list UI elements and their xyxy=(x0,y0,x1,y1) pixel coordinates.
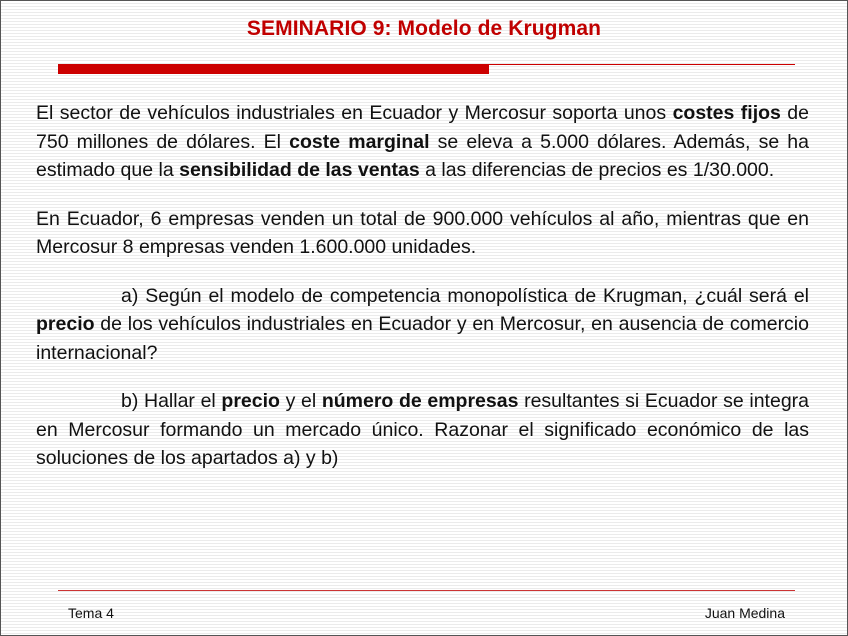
text-segment: a las diferencias de precios es 1/30.000. xyxy=(419,159,775,181)
text-segment: de los vehículos industriales en Ecuador y en Mercosur, en ausencia de comercio internacional? xyxy=(36,313,809,364)
footer-topic: Tema 4 xyxy=(68,605,114,621)
text-segment: a) Según el modelo de competencia monopolística de Krugman, ¿cuál será el xyxy=(121,284,809,307)
footer-author: Juan Medina xyxy=(704,605,785,621)
bold-term-costes-fijos: costes fijos xyxy=(672,102,781,124)
text-segment: b) Hallar el xyxy=(121,390,222,412)
bold-term-precio: precio xyxy=(221,390,280,412)
text-segment: En Ecuador, 6 empresas venden un total de 900.000 vehículos al año, mientras que en Mercosur 8 empresas venden 1.600.000 unidades. xyxy=(36,207,809,258)
title-underline-thick xyxy=(58,65,489,74)
slide-title: SEMINARIO 9: Modelo de Krugman xyxy=(246,17,602,40)
bold-term-numero-empresas: número de empresas xyxy=(321,390,519,412)
text-segment: El sector de vehículos industriales en Ecuador y Mercosur soporta unos xyxy=(36,102,673,124)
bold-term-precio: precio xyxy=(36,313,95,335)
text-segment: resultantes si Ecuador se integra en Mercosur formando un mercado único. Razonar el significado económico de las soluciones de los apartados a) y b) xyxy=(36,390,809,469)
paragraph-problem-statement xyxy=(36,99,809,185)
paragraph-question-b xyxy=(36,387,809,473)
bold-term-coste-marginal: coste marginal xyxy=(289,130,430,153)
text-segment: y el xyxy=(279,390,322,412)
bold-term-sensibilidad: sensibilidad de las ventas xyxy=(179,159,420,181)
slide-body xyxy=(36,99,809,493)
paragraph-market-data xyxy=(36,205,809,262)
text-segment: se eleva a 5.000 dólares. Además, se ha estimado que la xyxy=(36,130,809,181)
text-segment: de 750 millones de dólares. El xyxy=(36,102,809,153)
footer-divider xyxy=(58,590,795,591)
paragraph-question-a xyxy=(36,282,809,368)
